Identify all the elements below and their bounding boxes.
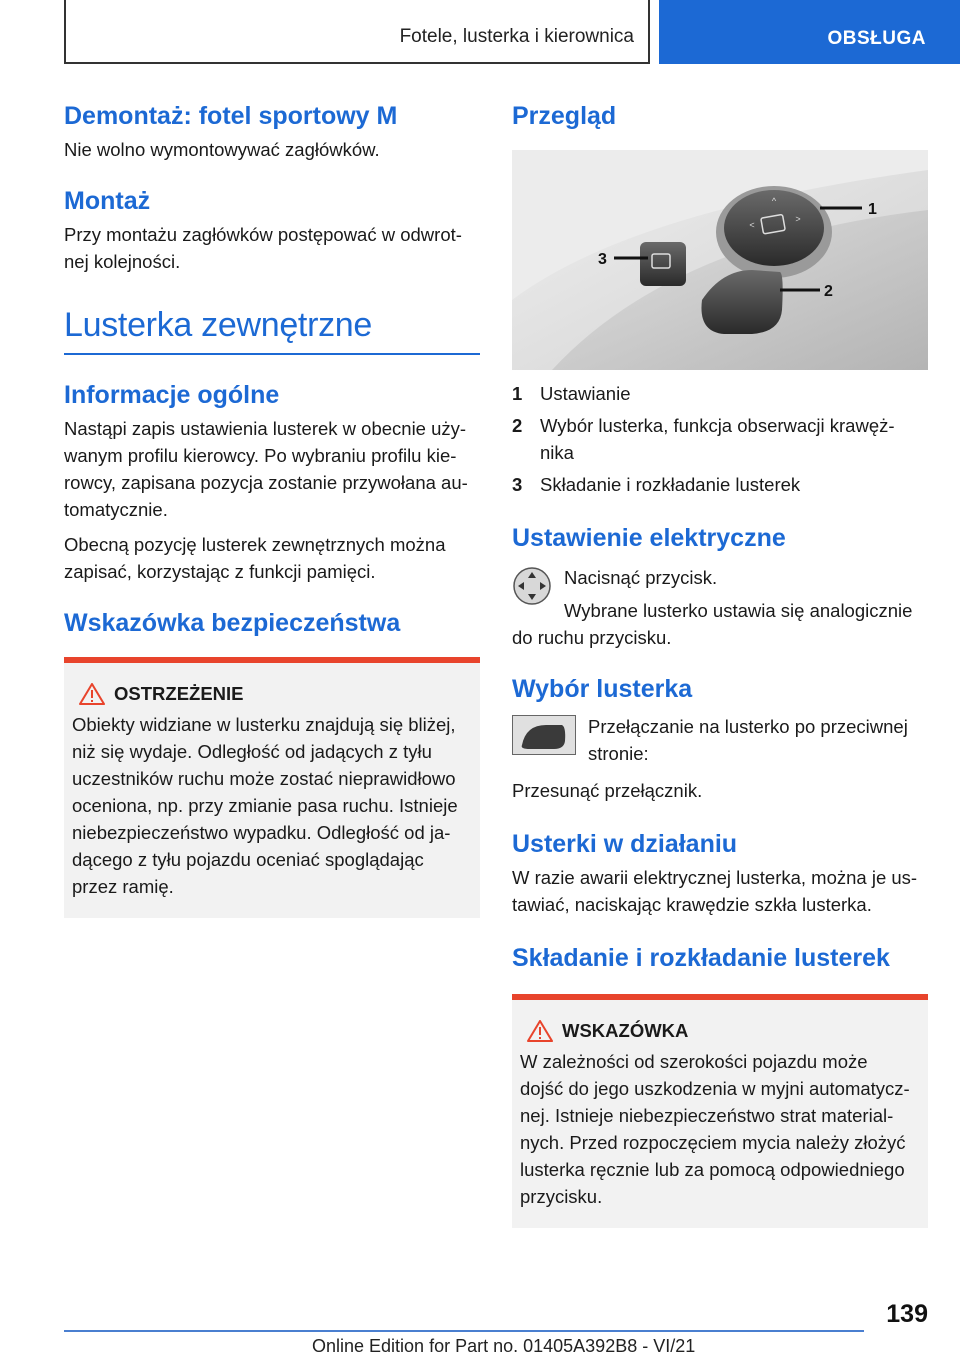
notice-box: [512, 994, 928, 1228]
paragraph-montaz: Przy montażu zagłówków postępować w odwrot- nej kolejności.: [64, 224, 462, 272]
mirror-selector-switch-icon: [512, 715, 576, 762]
edition-note: Online Edition for Part no. 01405A392B8 - VI/21: [312, 1336, 696, 1356]
notice-title-row: [520, 1018, 920, 1044]
chapter-tab-label: OBSŁUGA: [827, 28, 926, 49]
section-title: Fotele, lusterka i kierownica: [399, 26, 634, 47]
heading-lusterka-zewnetrzne: Lusterka zewnętrzne: [64, 306, 373, 344]
legend-item: 2 Wybór lusterka, funkcja obserwacji krawęż- nika: [512, 415, 895, 463]
warning-text: Obiekty widziane w lusterku znajdują się bliżej, niż się wydaje. Odległość od jadących z tyłu uczestników ruchu może zostać nieprawidłowo oceniona, np. przy zmianie pasa ruchu. Istnieje niebezpieczeństwo wypadku. Odległość od ja- dącego z tyłu pojazdu oceniać spoglądając przez ramię.: [72, 714, 458, 897]
paragraph-info-2: Obecną pozycję lusterek zewnętrznych można zapisać, korzystając z funkcji pamięci.: [64, 534, 446, 582]
heading-informacje: Informacje ogólne: [64, 381, 280, 409]
mirror-adjust-button-icon: [512, 566, 552, 613]
svg-text:<: <: [749, 220, 755, 230]
svg-text:>: >: [795, 214, 801, 224]
paragraph-info-1: Nastąpi zapis ustawienia lusterek w obecnie uży- wanym profilu kierowcy. Po wybraniu profilu kie- rowcy, zapisana pozycja zostanie przywołana au- tomatycznie.: [64, 418, 468, 520]
heading-usterki: Usterki w działaniu: [512, 830, 738, 858]
heading-rule: [64, 353, 480, 355]
notice-title: WSKAZÓWKA: [562, 1020, 689, 1041]
footer-rule: [64, 1330, 864, 1332]
left-column: [64, 100, 480, 918]
legend-item: 3 Składanie i rozkładanie lusterek: [512, 474, 801, 495]
heading-ustawienie-elektryczne: Ustawienie elektryczne: [512, 524, 786, 552]
right-column: [512, 100, 928, 1228]
paragraph-ustawienie: Nacisnąć przycisk. Wybrane lusterko ustawia się analogicznie do ruchu przycisku.: [512, 567, 913, 648]
callout-2: 2: [824, 283, 833, 300]
warning-title-row: [72, 681, 472, 707]
heading-wskazowka-bezpieczenstwa: Wskazówka bezpieczeństwa: [64, 609, 401, 637]
notice-text: W zależności od szerokości pojazdu może dojść do jego uszkodzenia w myjni automatycz- nej. Istnieje niebezpieczeństwo strat material- nych. Przed rozpoczęciem mycia należy złożyć lusterka ręcznie lub za pomocą odpowiedniego przycisku.: [520, 1051, 910, 1207]
paragraph-przesunac: Przesunąć przełącznik.: [512, 780, 703, 801]
legend-item: 1 Ustawianie: [512, 383, 631, 404]
mirror-controls-figure: [512, 150, 928, 370]
heading-wybor-lusterka: Wybór lusterka: [512, 675, 693, 703]
paragraph-demontaz: Nie wolno wymontowywać zagłówków.: [64, 139, 380, 160]
paragraph-usterki: W razie awarii elektrycznej lusterka, można je us- tawiać, naciskając krawędzie szkła lusterka.: [512, 867, 918, 915]
callout-1: 1: [868, 201, 877, 218]
chapter-tab[interactable]: [659, 0, 960, 64]
mirror-controls-illustration: [512, 150, 928, 370]
section-header: [64, 0, 650, 64]
heading-skladanie: Składanie i rozkładanie lusterek: [512, 944, 890, 972]
warning-triangle-icon: [72, 681, 112, 707]
warning-triangle-icon: [520, 1018, 560, 1044]
heading-przeglad: Przegląd: [512, 102, 617, 130]
callout-3: 3: [598, 251, 607, 268]
paragraph-wybor: Przełączanie na lusterko po przeciwnej stronie:: [512, 713, 928, 767]
warning-title: OSTRZEŻENIE: [114, 683, 244, 704]
figure-legend: [512, 380, 928, 498]
page-number: 139: [886, 1300, 928, 1328]
heading-demontaz: Demontaż: fotel sportowy M: [64, 102, 398, 130]
warning-box: [64, 657, 480, 918]
heading-montaz: Montaż: [64, 187, 151, 215]
svg-text:^: ^: [771, 196, 777, 206]
